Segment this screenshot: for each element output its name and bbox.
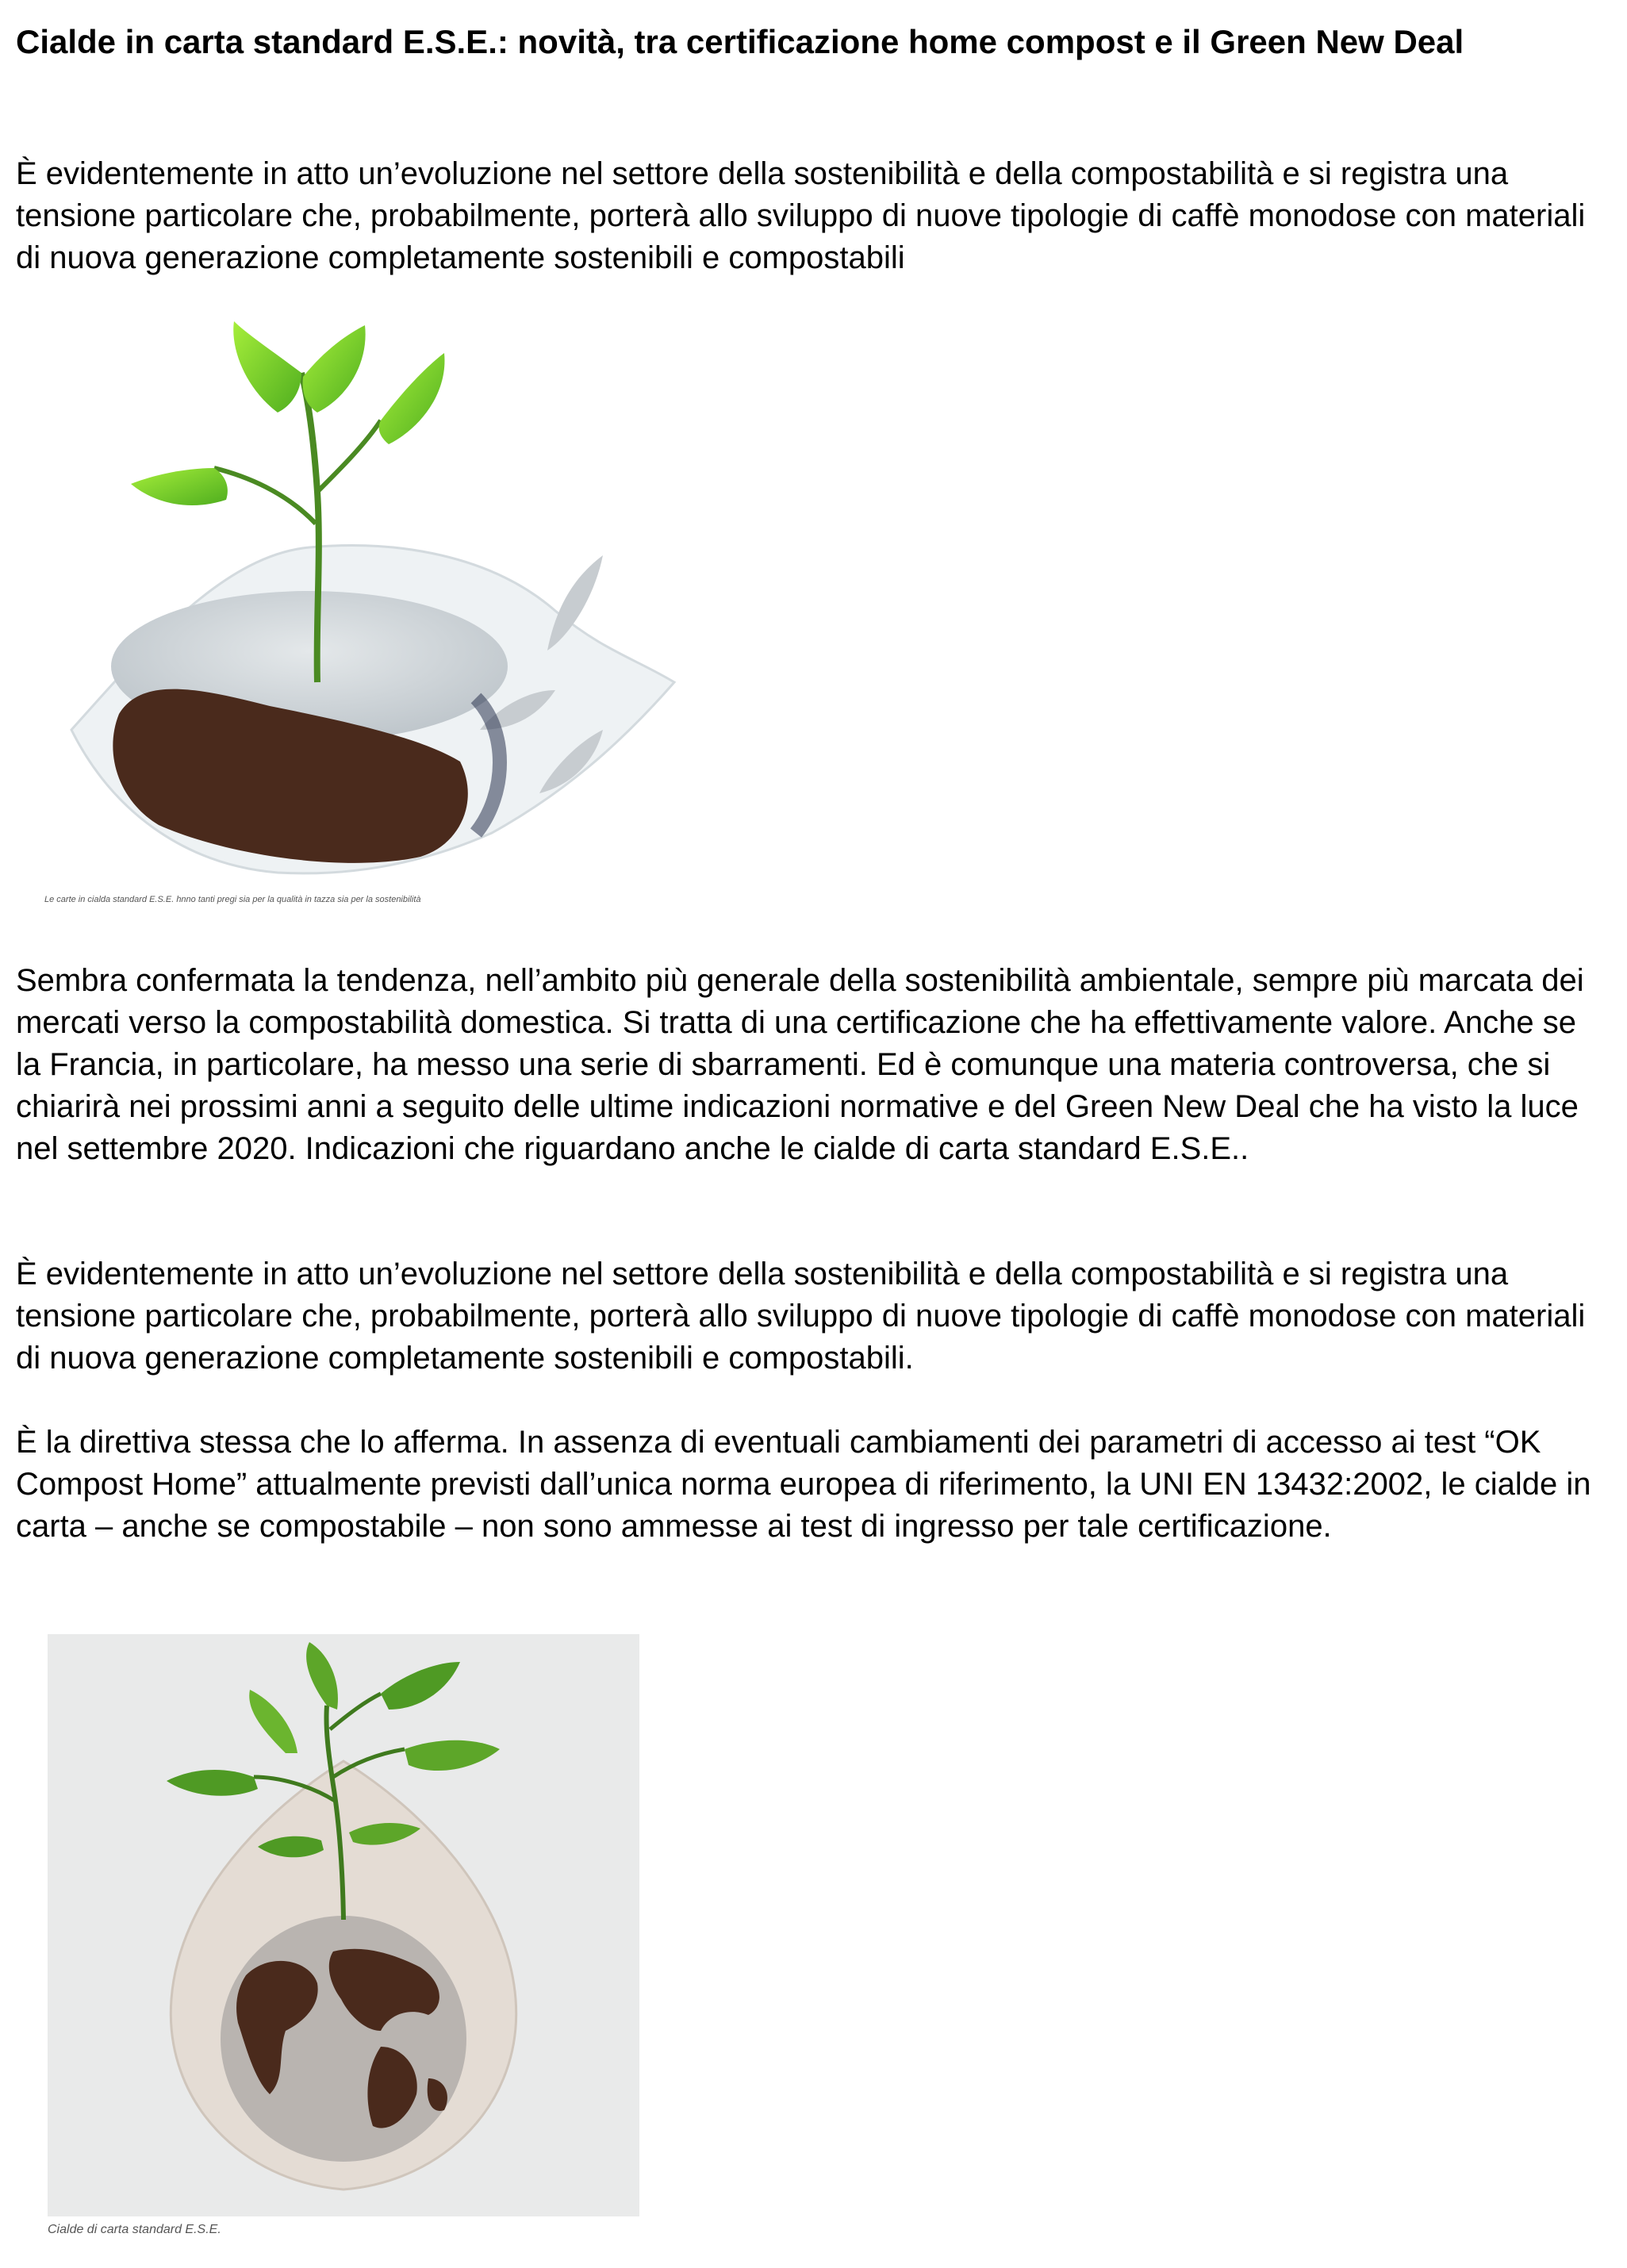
figure1-caption: Le carte in cialda standard E.S.E. hnno tanti pregi sia per la qualità in tazza sia per la sostenibilità: [44, 895, 421, 904]
figure2-caption: Cialde di carta standard E.S.E.: [48, 2223, 221, 2236]
intro-paragraph: È evidentemente in atto un’evoluzione nel settore della sostenibilità e della compostabilità e si registra una tensione particolare che, probabilmente, porterà allo sviluppo di nuove tipologie di caffè monodose con materiali di nuova generazione completamente sostenibili e compostabili: [16, 156, 1586, 275]
article-title: Cialde in carta standard E.S.E.: novità, tra certificazione home compost e il Green New Deal: [16, 23, 1464, 60]
body-paragraph-2: È evidentemente in atto un’evoluzione nel settore della sostenibilità e della compostabilità e si registra una tensione particolare che, probabilmente, porterà allo sviluppo di nuove tipologie di caffè monodose con materiali di nuova generazione completamente sostenibili e compostabili.: [16, 1257, 1586, 1376]
body-paragraph-1: Sembra confermata la tendenza, nell’ambito più generale della sostenibilità ambientale, sempre più marcata dei mercati verso la compostabilità domestica. Si tratta di una certificazione che ha effettivamente valore. Anche se la Francia, in particolare, ha messo una serie di sbarramenti. Ed è comunque una materia controversa, che si chiarirà nei prossimi anni a seguito delle ultime indicazioni normative e del Green New Deal che ha visto la luce nel settembre 2020. Indicazioni che riguardano anche le cialde di carta standard E.S.E..: [16, 963, 1584, 1166]
sprout-pod-image: [48, 317, 714, 888]
body-paragraph-3: È la direttiva stessa che lo afferma. In assenza di eventuali cambiamenti dei parametri di accesso ai test “OK Compost Home” attualmente previsti dall’unica norma europea di riferimento, la UNI EN 13432:2002, le cialde in carta – anche se compostabile – non sono ammesse ai test di ingresso per tale certificazione.: [16, 1425, 1591, 1544]
earth-pod-image: [48, 1634, 639, 2216]
